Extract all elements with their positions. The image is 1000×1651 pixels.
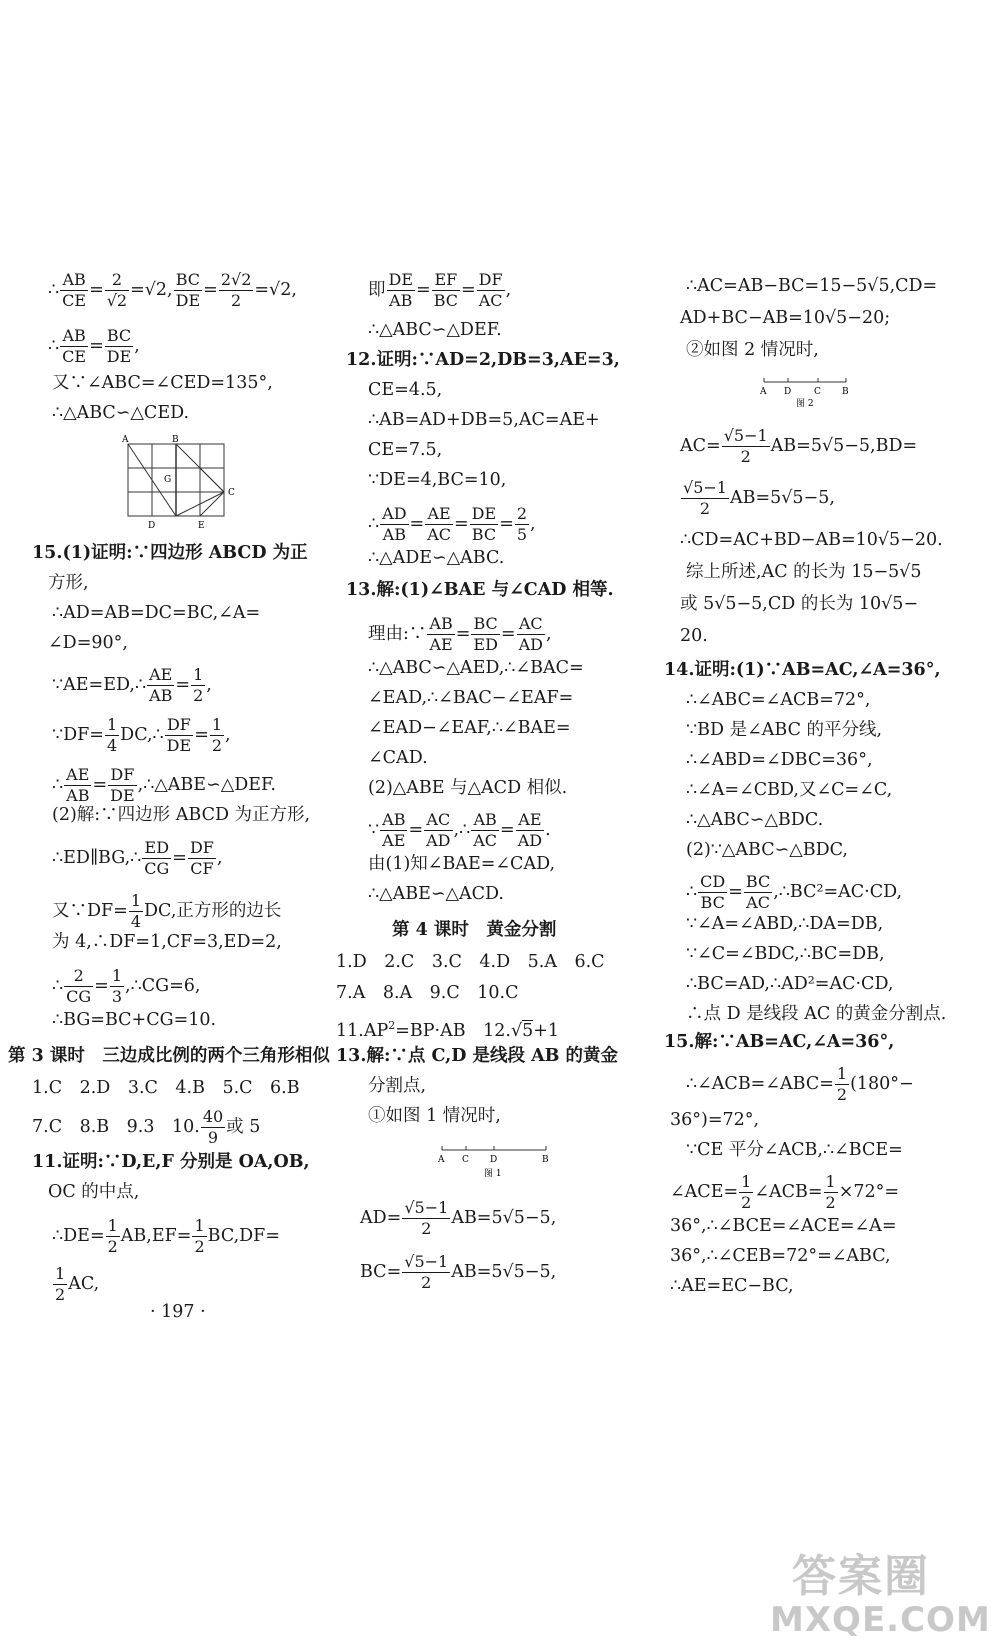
question-11: 11.证明:∵D,E,F 分别是 OA,OB,	[32, 1152, 310, 1172]
eq-line: 理由:∵ $\frac{AB}{AE}$ = $\frac{BC}{ED}$ = $\frac{AC}{AD}$ ,	[368, 614, 552, 654]
eq-line: ∵DF= $\frac{1}{4}$ DC,∴ $\frac{DF}{DE}$ = $\frac{1}{2}$ ,	[52, 715, 231, 755]
eq-line: $\frac{√5-1}{2}$ AB=5√5−5,	[683, 478, 835, 518]
watermark-logo: 答案圈	[792, 1551, 930, 1602]
text-line: (2)∵△ABC∽△BDC,	[686, 840, 848, 860]
text-line: ∴CD=AC+BD−AB=10√5−20.	[680, 530, 943, 550]
eq-line: 即 $\frac{DE}{AB}$ = $\frac{EF}{BC}$ = $\frac{DF}{AC}$ ,	[368, 270, 512, 310]
label-d: D	[784, 387, 792, 397]
text-line: ∴△ABC∽△BDC.	[686, 810, 824, 830]
text-line: 综上所述,AC 的长为 15−5√5	[686, 562, 922, 582]
question-12: 12.证明:∵AD=2,DB=3,AE=3,	[346, 350, 620, 370]
text-line: 或 5√5−5,CD 的长为 10√5−	[680, 594, 919, 614]
text-line: ∴AC=AB−BC=15−5√5,CD=	[686, 276, 938, 296]
text-line: ∠EAD−∠EAF,∴∠BAE=	[368, 718, 571, 738]
eq-line: ∴ $\frac{AE}{AB}$ = $\frac{DF}{DE}$ ,∴△ABE∽△DEF.	[52, 765, 276, 805]
text-line: ∴AB=AD+DB=5,AC=AE+	[368, 410, 600, 430]
text-line: OC 的中点,	[48, 1182, 140, 1202]
label-a: A	[760, 387, 767, 397]
label-a: A	[122, 435, 129, 445]
text-line: CE=4.5,	[368, 380, 443, 400]
eq-line: ∠ACE= $\frac{1}{2}$ ∠ACB= $\frac{1}{2}$ ×72°=	[670, 1172, 900, 1212]
label-a: A	[438, 1155, 445, 1165]
text-line: ∴∠A=∠CBD,又∠C=∠C,	[686, 780, 893, 800]
text-line: 20.	[680, 626, 708, 646]
text-line: ∵∠A=∠ABD,∴DA=DB,	[686, 914, 884, 934]
text-line: ∴点 D 是线段 AC 的黄金分割点.	[686, 1004, 947, 1024]
eq-line: ∵ $\frac{AB}{AE}$ = $\frac{AC}{AD}$ ,∴ $\frac{AB}{AC}$ = $\frac{AE}{AD}$ .	[368, 810, 551, 850]
text-line: ∴∠ABC=∠ACB=72°,	[686, 690, 871, 710]
section-title-4: 第 4 课时 黄金分割	[392, 920, 557, 940]
label-d: D	[148, 521, 156, 531]
text-line: 由(1)知∠BAE=∠CAD,	[368, 854, 556, 874]
text-line: ∵CE 平分∠ACB,∴∠BCE=	[686, 1140, 903, 1160]
answer-row: 7.C 8.B 9.3 10. $\frac{40}{9}$ 或 5	[32, 1107, 261, 1147]
text-line: ∠D=90°,	[48, 633, 128, 653]
eq-line: ∴ $\frac{2}{CG}$ = $\frac{1}{3}$ ,∴CG=6,	[52, 966, 201, 1006]
figure-caption: 图 2	[796, 399, 814, 409]
text-line: ∴△ABC∽△AED,∴∠BAC=	[368, 658, 584, 678]
text-line: 方形,	[48, 573, 89, 593]
text-line: AD+BC−AB=10√5−20;	[680, 308, 891, 328]
text-line: ②如图 2 情况时,	[686, 340, 819, 360]
text-line: ∠CAD.	[368, 748, 428, 768]
text-line: (2)△ABE 与△ACD 相似.	[368, 778, 568, 798]
label-c: C	[462, 1155, 469, 1165]
text-line: ∴△ABC∽△CED.	[52, 403, 190, 423]
eq-line: ∵AE=ED,∴ $\frac{AE}{AB}$ = $\frac{1}{2}$ ,	[52, 665, 212, 705]
text-line: ∴△ABE∽△ACD.	[368, 884, 504, 904]
eq-line: ∴ $\frac{CD}{BC}$ = $\frac{BC}{AC}$ ,∴BC²=AC·CD,	[686, 872, 903, 912]
text-line: ∴△ABC∽△DEF.	[368, 320, 502, 340]
question-14: 14.证明:(1)∵AB=AC,∠A=36°,	[664, 660, 941, 680]
text-line: ∵DE=4,BC=10,	[368, 470, 507, 490]
text-line: ∴AD=AB=DC=BC,∠A=	[52, 603, 261, 623]
answer-row: 1.D 2.C 3.C 4.D 5.A 6.C	[336, 952, 605, 972]
label-b: B	[542, 1155, 549, 1165]
eq-line: AC= $\frac{√5-1}{2}$ AB=5√5−5,BD=	[680, 426, 918, 466]
text-line: 为 4,∴DF=1,CF=3,ED=2,	[52, 932, 282, 952]
figure-caption: 图 1	[484, 1169, 502, 1179]
label-g: G	[164, 475, 172, 485]
text-line: ∴BC=AD,∴AD²=AC·CD,	[686, 974, 894, 994]
text-line: (2)解:∵四边形 ABCD 为正方形,	[52, 805, 311, 825]
text-line: 36°,∴∠BCE=∠ACE=∠A=	[670, 1216, 897, 1236]
text-line: ∠EAD,∴∠BAC−∠EAF=	[368, 688, 574, 708]
question-15-b: 15.解:∵AB=AC,∠A=36°,	[664, 1032, 895, 1052]
question-13: 13.解:(1)∠BAE 与∠CAD 相等.	[346, 580, 614, 600]
text-line: ∴∠ABD=∠DBC=36°,	[686, 750, 873, 770]
text-line: 36°,∴∠CEB=72°=∠ABC,	[670, 1246, 891, 1266]
page-number: · 197 ·	[150, 1302, 206, 1322]
text-line: ∴△ADE∽△ABC.	[368, 548, 505, 568]
grid-figure	[108, 432, 248, 532]
eq-line: ∴ $\frac{AD}{AB}$ = $\frac{AE}{AC}$ = $\frac{DE}{BC}$ = $\frac{2}{5}$ ,	[368, 504, 536, 544]
section-title-3: 第 3 课时 三边成比例的两个三角形相似	[8, 1046, 330, 1066]
question-13-b: 13.解:∵点 C,D 是线段 AB 的黄金	[336, 1046, 619, 1066]
label-b: B	[842, 387, 849, 397]
eq-line: ∴ED∥BG,∴ $\frac{ED}{CG}$ = $\frac{DF}{CF}$ ,	[52, 838, 223, 878]
answer-row: 1.C 2.D 3.C 4.B 5.C 6.B	[32, 1078, 300, 1098]
segment-figure-2	[758, 372, 858, 412]
eq-line: AD= $\frac{√5-1}{2}$ AB=5√5−5,	[360, 1198, 557, 1238]
eq-line: ∴ $\frac{AB}{CE}$ = $\frac{BC}{DE}$ ,	[48, 326, 140, 366]
label-c: C	[228, 488, 235, 498]
text-line: ∵∠C=∠BDC,∴BC=DB,	[686, 944, 885, 964]
question-15: 15.(1)证明:∵四边形 ABCD 为正	[32, 543, 308, 563]
segment-figure-1	[436, 1140, 556, 1180]
answer-row: $11.AP^2=BP\cdot AB$ 12.√5+1	[336, 1019, 560, 1041]
label-e: E	[198, 521, 205, 531]
text-line: 又∵∠ABC=∠CED=135°,	[52, 373, 273, 393]
label-d: D	[490, 1155, 498, 1165]
text-line: CE=7.5,	[368, 440, 443, 460]
text-line: 分割点,	[368, 1076, 427, 1096]
eq-line: ∴DE= $\frac{1}{2}$ AB,EF= $\frac{1}{2}$ BC,DF=	[52, 1216, 280, 1256]
text-line: ∴BG=BC+CG=10.	[52, 1010, 217, 1030]
text-line: ∴AE=EC−BC,	[670, 1276, 794, 1296]
text-line: ①如图 1 情况时,	[368, 1106, 501, 1126]
answer-row: 7.A 8.A 9.C 10.C	[336, 983, 519, 1003]
eq-line: ∴ $\frac{AB}{CE}$ = $\frac{2}{√2}$ =√2, $\frac{BC}{DE}$ = $\frac{2√2}{2}$ =√2,	[48, 270, 297, 310]
label-b: B	[172, 435, 179, 445]
label-c: C	[814, 387, 821, 397]
eq-line: $\frac{1}{2}$ AC,	[55, 1264, 100, 1304]
text-line: 36°)=72°,	[670, 1110, 760, 1130]
text-line: ∵BD 是∠ABC 的平分线,	[686, 720, 883, 740]
eq-line: 又∵DF= $\frac{1}{4}$ DC,正方形的边长	[52, 891, 282, 931]
eq-line: ∴∠ACB=∠ABC= $\frac{1}{2}$ (180°−	[686, 1064, 914, 1104]
eq-line: BC= $\frac{√5-1}{2}$ AB=5√5−5,	[360, 1252, 557, 1292]
watermark-site: MXQE.COM	[770, 1600, 991, 1640]
